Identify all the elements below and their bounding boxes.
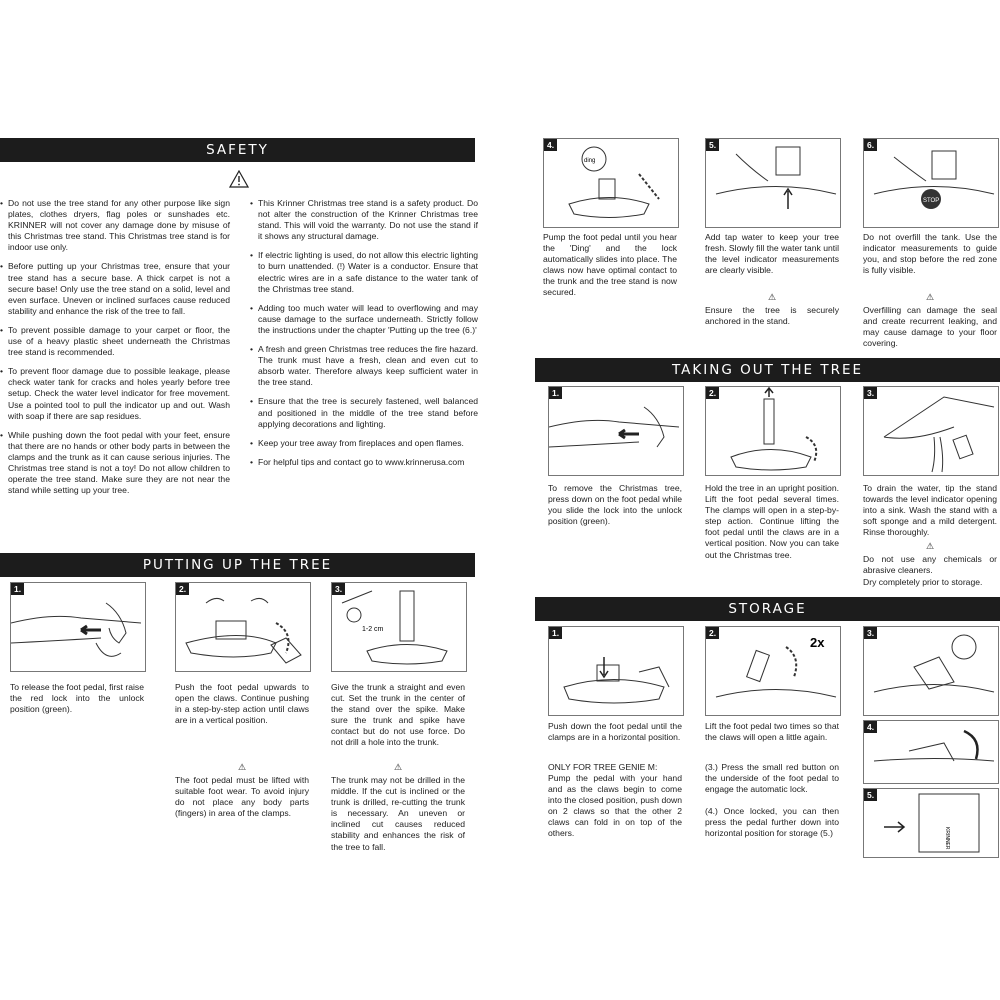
warning-icon: ⚠ [767, 292, 777, 302]
warning-icon: ⚠ [925, 292, 935, 302]
step-text: To drain the water, tip the stand towards the level indicator opening into a sink. Wash the stand with a soft sponge and a mild detergent. Rinse thoroughly. [863, 483, 997, 538]
step-figure-store-5 [863, 788, 999, 858]
step-number: 4. [864, 721, 877, 733]
step-figure-store-1 [548, 626, 684, 716]
overfill-warning-illustration [864, 139, 998, 227]
step-extra: Dry completely prior to storage. [863, 577, 983, 587]
step-text: Give the trunk a straight and even cut. Set the trunk in the center of the stand over the spike. Make sure the trunk and spike have contact but do not use force. Do not drill a hole into the trunk. [331, 682, 465, 748]
step-text: Do not overfill the tank. Use the indicator measurements to guide you, and stop before the red zone is fully visible. [863, 232, 997, 276]
warning-icon: ⚠ [237, 762, 247, 772]
step-text: Push down the foot pedal until the clamps are in a horizontal position. [548, 721, 682, 743]
step-figure-take-3 [863, 386, 999, 476]
clamps-horizontal-illustration [549, 627, 683, 715]
step-figure-put-3 [331, 582, 467, 672]
warning-icon: ⚠ [393, 762, 403, 772]
step-warning: Ensure the tree is securely anchored in the stand. [705, 305, 839, 327]
step-figure-put-5 [705, 138, 841, 228]
safety-header: SAFETY [0, 138, 475, 162]
brand-label: KRINNER [944, 827, 950, 850]
step-warning: The trunk may not be drilled in the middle. If the cut is inclined or the trunk is drilled, re-cutting the trunk is necessary. An uneven or inclined cut causes reduced stability and enhances the risk of the tree to fall. [331, 775, 465, 852]
step-subtitle: ONLY FOR TREE GENIE M: [548, 762, 658, 772]
safety-bullet: • To prevent floor damage due to possible leakage, please check water tank for cracks and holes yearly before tree setup. Check the water level indicator for free movement. Use a pointed tool to pull the indicator up and out. Wash with soap if there are sap residues. [0, 366, 230, 421]
step-figure-store-2 [705, 626, 841, 716]
step-subtext: Pump the pedal with your hand and as the claws begin to come into the closed position, push down on 2 claws so that the other 2 claws can fold in on top of the others. [548, 773, 682, 839]
cut-label: 1-2 cm [362, 626, 384, 633]
safety-bullet: • To prevent possible damage to your carpet or floor, the use of a heavy plastic sheet underneath the Christmas tree stand is recommended. [0, 325, 230, 358]
step-figure-put-4 [543, 138, 679, 228]
press-red-button-illustration [864, 627, 998, 715]
step-number: 5. [706, 139, 719, 151]
storage-header: STORAGE [535, 597, 1000, 621]
step-text: To remove the Christmas tree, press down on the foot pedal while you slide the lock into the unlock position (green). [548, 483, 682, 527]
step-subtext: (4.) Once locked, you can then press the pedal further down into horizontal position for storage (5.) [705, 806, 839, 839]
putting-up-header: PUTTING UP THE TREE [0, 553, 475, 577]
storage-box-illustration [864, 789, 998, 857]
step-subtitle: (3.) Press the small red button on the underside of the foot pedal to engage the automatic lock. [705, 762, 839, 795]
warning-icon: ⚠ [925, 541, 935, 551]
safety-bullet: • For helpful tips and contact go to www.krinnerusa.com [250, 457, 478, 468]
step-number: 3. [864, 627, 877, 639]
step-number: 3. [864, 387, 877, 399]
twice-label: 2x [810, 635, 825, 650]
step-text: Push the foot pedal upwards to open the claws. Continue pushing in a step-by-step action until claws are in a vertical position. [175, 682, 309, 726]
step-text: Lift the foot pedal two times so that the claws will open a little again. [705, 721, 839, 743]
step-number: 6. [864, 139, 877, 151]
ding-label: ding [584, 158, 596, 164]
step-number: 2. [706, 627, 719, 639]
safety-left-column [0, 198, 230, 504]
drain-water-illustration [864, 387, 998, 475]
safety-bullet: • This Krinner Christmas tree stand is a safety product. Do not alter the construction of the Krinner Christmas tree stand. This will void the warranty. Do not use the stand if it shows any structural damage. [250, 198, 478, 242]
add-water-illustration [706, 139, 840, 227]
step-text: Add tap water to keep your tree fresh. Slowly fill the water tank until the level indicator measurements are clearly visible. [705, 232, 839, 276]
step-number: 1. [11, 583, 24, 595]
step-warning: Do not use any chemicals or abrasive cleaners. [863, 554, 997, 576]
safety-bullet: • Adding too much water will lead to overflowing and may cause damage to the surface underneath. Strictly follow the instructions under the chapter 'Putting up the tree (6.)' [250, 303, 478, 336]
step-number: 2. [176, 583, 189, 595]
warning-icon [229, 170, 249, 193]
step-figure-store-3 [863, 626, 999, 716]
step-text: Hold the tree in an upright position. Lift the foot pedal several times. The clamps will open in a step-by-step action. Continue lifting the foot pedal until the claws are in a vertical position. Now you can take out the Christmas tree. [705, 483, 839, 560]
step-text: To release the foot pedal, first raise the red lock into the unlock position (green). [10, 682, 144, 715]
step-number: 2. [706, 387, 719, 399]
lift-pedal-twice-illustration [706, 627, 840, 715]
step-number: 1. [549, 387, 562, 399]
step-number: 1. [549, 627, 562, 639]
safety-bullet: • While pushing down the foot pedal with your feet, ensure that there are no hands or other body parts in between the clamps and the trunk as it can cause serious injuries. The Christmas tree stand is not a toy! Do not allow children to operate the tree stand. Make sure they are not near the stand while setting up your tree. [0, 430, 230, 497]
step-number: 4. [544, 139, 557, 151]
step-number: 3. [332, 583, 345, 595]
foot-pedal-illustration [11, 583, 145, 671]
step-figure-store-4 [863, 720, 999, 784]
pedal-down-illustration [864, 721, 998, 783]
step-figure-take-1 [548, 386, 684, 476]
safety-bullet: • Before putting up your Christmas tree, ensure that your tree stand has a secure base. A thick carpet is not a secure base! Only use the tree stand on a solid, level and even surface. Uneven or inclined surfaces cause reduced stability and enhance the risk of the tree to fall. [0, 261, 230, 316]
safety-bullet: • Ensure that the tree is securely fastened, well balanced and positioned in the middle of the tree stand before applying decorations and lighting. [250, 396, 478, 429]
step-warning: The foot pedal must be lifted with suitable foot wear. To avoid injury do not place any body parts (fingers) in area of the clamps. [175, 775, 309, 819]
step-warning: Overfilling can damage the seal and create recurrent leaking, and may cause damage to your floor covering. [863, 305, 997, 349]
step-figure-take-2 [705, 386, 841, 476]
step-figure-put-6 [863, 138, 999, 228]
taking-out-header: TAKING OUT THE TREE [535, 358, 1000, 382]
step-number: 5. [864, 789, 877, 801]
pump-pedal-illustration [544, 139, 678, 227]
step-figure-put-2 [175, 582, 311, 672]
stop-label: STOP [923, 198, 940, 204]
unlock-pedal-illustration [549, 387, 683, 475]
step-text: Pump the foot pedal until you hear the 'Ding' and the lock automatically slides into place. The claws now have optimal contact to the trunk and the tree stand is now secured. [543, 232, 677, 298]
remove-tree-illustration [706, 387, 840, 475]
step-figure-put-1 [10, 582, 146, 672]
safety-bullet: • Do not use the tree stand for any other purpose like sign plates, clothes dryers, flag poles or sunshades etc. KRINNER will not cover any damage done by misuse of this Christmas tree stand. This Christmas tree stand is for indoor use only. [0, 198, 230, 253]
safety-right-column [250, 198, 478, 476]
trunk-cut-illustration [332, 583, 466, 671]
safety-bullet: • Keep your tree away from fireplaces and open flames. [250, 438, 478, 449]
safety-bullet: • If electric lighting is used, do not allow this electric lighting to burn unattended. (!) Water is a conductor. Ensure that electric wires are in a safe distance to the water tank of the Christmas tree stand. [250, 250, 478, 294]
claws-open-illustration [176, 583, 310, 671]
safety-bullet: • A fresh and green Christmas tree reduces the fire hazard. The trunk must have a fresh, clean and even cut to absorb water. Therefore always keep sufficient water in the tree stand. [250, 344, 478, 388]
